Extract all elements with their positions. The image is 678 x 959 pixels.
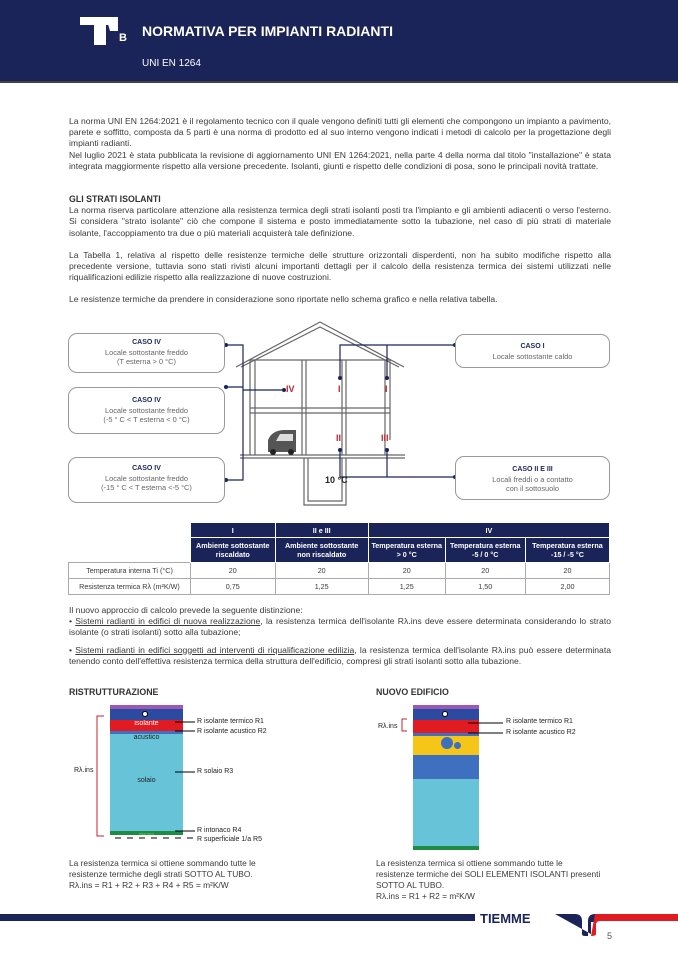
paragraph: Il nuovo approccio di calcolo prevede la seguente distinzione: — [69, 605, 303, 615]
tiemme-footer-logo-icon — [555, 912, 678, 937]
page-subtitle: UNI EN 1264 — [142, 58, 201, 69]
bullet: • Sistemi radianti in edifici di nuova realizzazione, la resistenza termica dell'isolante Rλ.ins deve essere determinata considerando lo strato isolante (o strati isolanti) sotto alla tubazione; — [69, 616, 611, 638]
callout-label: R isolante termico R1 — [506, 718, 573, 725]
rins-label: Rλ.ins — [378, 723, 398, 730]
zone-label: II — [336, 433, 342, 443]
bullet-link: Sistemi radianti in edifici di nuova realizzazione — [75, 616, 261, 627]
temperature-label: 10 °C — [325, 475, 348, 485]
bullet-link: Sistemi radianti in edifici soggetti ad interventi di riqualificazione edilizia — [75, 644, 355, 655]
callout-label: R isolante termico R1 — [197, 718, 264, 725]
case-box: CASO II E III Locali freddi o a contatto con il sottosuolo — [455, 456, 610, 500]
section-heading: GLI STRATI ISOLANTI — [69, 194, 161, 204]
case-box: CASO I Locale sottostante caldo — [455, 334, 610, 368]
rins-label: Rλ.ins — [74, 767, 94, 774]
approach — [69, 605, 611, 667]
logo-letter: B — [119, 32, 127, 44]
case-box: CASO IV Locale sottostante freddo (-15 ° C < T esterna <-5 °C) — [68, 457, 225, 503]
paragraph: La norma riserva particolare attenzione alla resistenza termica degli strati isolanti posti tra l'impianto e gli ambienti adiacenti o verso l'esterno. Si considera "strato isolante" ciò che compone il sistema e posto immediatamente sotto la tubazione, nel caso di più strati di materiale isolante, l'accoppiamento tra due o più materiali acquisterà tale definizione. — [69, 205, 611, 238]
callout-label: R superficiale 1/a R5 — [197, 836, 262, 843]
zone-label: I — [338, 384, 341, 394]
paragraph: La Tabella 1, relativa al rispetto delle resistenze termiche delle strutture orizzontali disperdenti, non ha subito modifiche rispetto alla precedente versione, tuttavia sono stati rivisti alcuni importanti dettagli per il calcolo della resistenza termica dei sistemi utilizzati nelle riqualificazioni edilizie rispetto alla realizzazione di nuove costruzioni. — [69, 249, 611, 283]
callout-label: R intonaco R4 — [197, 827, 242, 834]
callout-label: R isolante acustico R2 — [197, 728, 267, 735]
callout-lines — [398, 718, 508, 738]
case-box: CASO IV Locale sottostante freddo (T esterna > 0 °C) — [68, 333, 225, 373]
case-box: CASO IV Locale sottostante freddo (-5 ° C < T esterna < 0 °C) — [68, 387, 225, 434]
nuovo-caption: La resistenza termica si ottiene sommando tutte le resistenze termiche dei SOLI ELEMENTI ISOLANTI presenti SOTTO AL TUBO. Rλ.ins = R1 + R2 = m²K/W — [376, 858, 601, 901]
callout-label: R solaio R3 — [197, 768, 234, 775]
ristrutturazione-caption: La resistenza termica si ottiene sommando tutte le resistenze termiche degli strati SOTTO AL TUBO. Rλ.ins = R1 + R2 + R3 + R4 + R5 = m²K/W — [69, 858, 256, 890]
page-title: NORMATIVA PER IMPIANTI RADIANTI — [142, 23, 393, 39]
table-row: Resistenza termica Rλ (m²K/W) 0,75 1,25 1,25 1,50 2,00 — [69, 579, 610, 595]
section-heading: RISTRUTTURAZIONE — [69, 687, 159, 697]
footer-brand: TIEMME — [480, 911, 531, 926]
section-heading: NUOVO EDIFICIO — [376, 687, 449, 697]
zone-label: IV — [286, 384, 295, 394]
zone-label: III — [381, 433, 389, 443]
car-icon — [268, 430, 296, 455]
paragraph: Le resistenze termiche da prendere in considerazione sono riportate nello schema grafico e nella relativa tabella. — [69, 294, 498, 305]
section-isolanti — [69, 194, 611, 306]
page-number: 5 — [607, 931, 613, 941]
intro-paragraph: Nel luglio 2021 è stata pubblicata la revisione di aggiornamento UNI EN 1264:2021, nella parte 4 della norma dal titolo "installazione" è stata integrata maggiormente rispetto alla versione precedente. Isolanti, giunti e rispetto delle condizioni di posa, sono le principali novità trattate. — [69, 149, 611, 171]
bullet: • Sistemi radianti in edifici soggetti ad interventi di riqualificazione edilizia, la resistenza termica dell'isolante Rλ.ins può essere determinata tenendo conto dell'effettiva resistenza termica della struttura dell'edificio, compresi gli strati isolanti sotto alla tubazione. — [69, 644, 611, 666]
ristrutturazione-stack: isolante acustico solaio intonaco — [110, 705, 183, 835]
table-row: Temperatura interna Ti (°C) 20 20 20 20 20 — [69, 563, 610, 579]
footer-bar — [0, 914, 475, 921]
callout-label: R isolante acustico R2 — [506, 729, 576, 736]
page-header — [0, 0, 678, 83]
zone-label: I — [385, 384, 388, 394]
intro-paragraph: La norma UNI EN 1264:2021 è il regolamento tecnico con il quale vengono definiti tutti gli elementi che compongono un impianto a pavimento, parete e soffitto, composta da 5 parti è una norma di prodotto ed al suo interno vengono indicati i metodi di calcolo per la progettazione degli impianti radianti. — [69, 116, 611, 149]
resistance-table: I II e III IV Ambiente sottostante riscaldato Ambiente sottostante non riscaldato Temperatura esterna > 0 °C Temperatura esterna -5 / 0 °C Temperatura esterna -15 / -5 °C Temperatura interna Ti (°C) 20 20 20 20 20 Resistenza termica Rλ (m²K/W) 0,75 1,25 1,25 1,50 2,00 — [68, 522, 610, 595]
intro — [69, 116, 611, 172]
